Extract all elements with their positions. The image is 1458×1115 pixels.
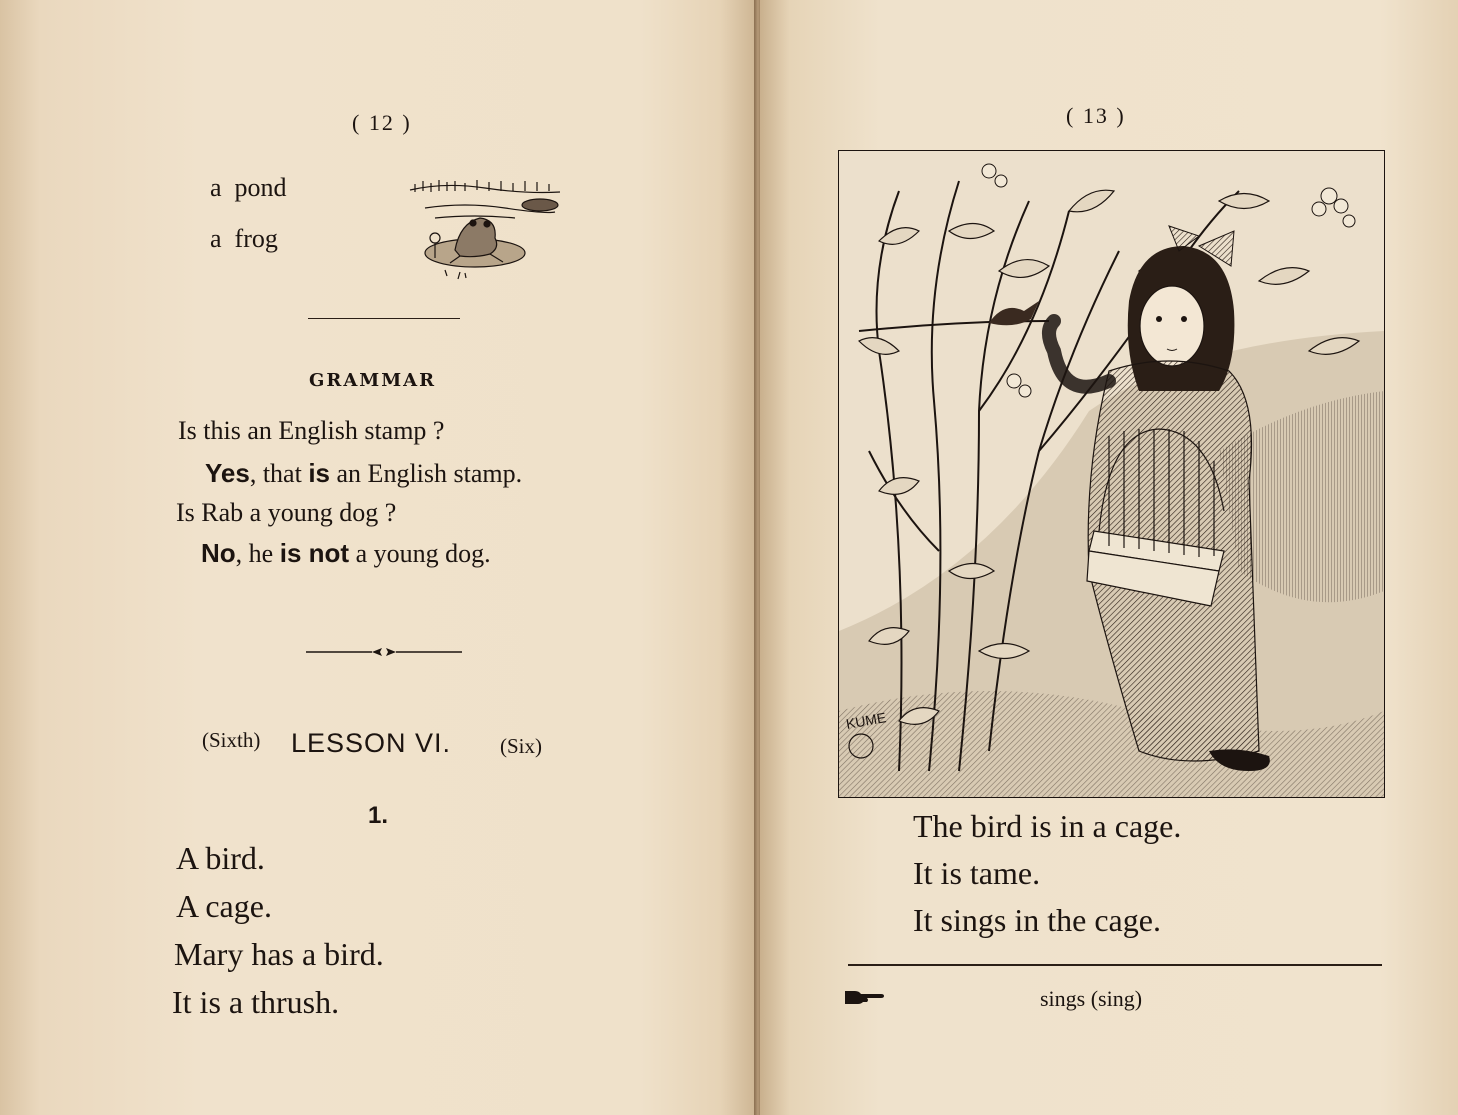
vocab-word: pond	[234, 173, 287, 202]
grammar-answer-1	[205, 458, 522, 489]
illustration-signature: KUME	[844, 709, 888, 732]
divider	[308, 318, 460, 319]
reading-line-4: It is a thrush.	[172, 984, 340, 1020]
page-number: ( 13 )	[1066, 103, 1126, 128]
vocab-frog	[210, 224, 278, 254]
reading-line-3: It sings in the cage.	[913, 902, 1161, 938]
answer-text: , he	[235, 539, 280, 568]
pointing-hand-icon	[843, 987, 885, 1005]
page-number: ( 12 )	[352, 110, 412, 135]
reading-line-3: Mary has a bird.	[174, 936, 384, 972]
divider	[848, 964, 1382, 966]
vocab-article: a	[210, 224, 222, 253]
reading-line-1: The bird is in a cage.	[913, 808, 1182, 844]
vocab-word: frog	[234, 224, 278, 253]
answer-text: an English stamp.	[330, 459, 523, 488]
footnote: sings (sing)	[1040, 986, 1143, 1011]
vocab-article: a	[210, 173, 222, 202]
reading-line-1: A bird.	[176, 840, 265, 876]
illustration-girl-with-birdcage	[838, 150, 1385, 798]
answer-emphasis: is	[308, 458, 331, 488]
lesson-suffix: (Six)	[500, 734, 542, 758]
answer-text: , that	[249, 459, 309, 488]
frog-pond-illustration	[405, 178, 565, 283]
answer-yes: Yes	[205, 458, 250, 488]
vocab-pond	[210, 173, 287, 203]
answer-no: No	[201, 538, 236, 568]
answer-text: a young dog.	[349, 539, 491, 568]
grammar-question-2: Is Rab a young dog ?	[176, 498, 397, 527]
ornamental-divider	[304, 645, 464, 659]
section-number: 1.	[368, 802, 389, 829]
grammar-question-1: Is this an English stamp ?	[178, 416, 445, 445]
reading-line-2: A cage.	[176, 888, 272, 924]
grammar-answer-2	[201, 538, 491, 569]
lesson-title: LESSON VI.	[291, 728, 452, 758]
grammar-heading: GRAMMAR	[309, 370, 437, 391]
answer-emphasis: is not	[279, 538, 350, 568]
lesson-prefix: (Sixth)	[202, 728, 261, 752]
reading-line-2: It is tame.	[913, 855, 1041, 891]
